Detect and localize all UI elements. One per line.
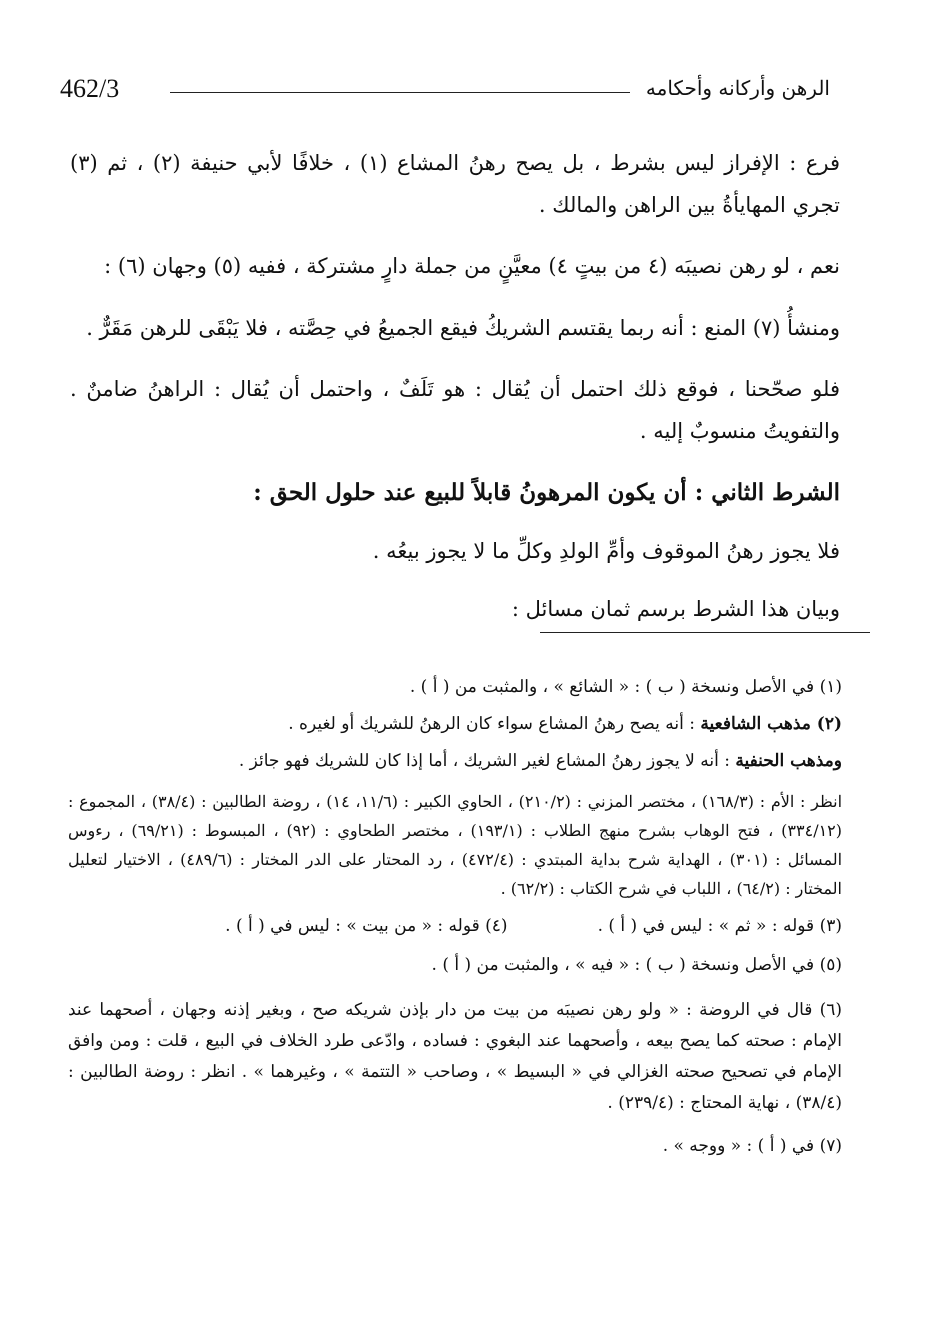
footnote-3: (٣) قوله : « ثم » : ليس في ( أ ) .: [597, 916, 842, 936]
footnote-6: (٦) قال في الروضة : « ولو رهن نصيبَه من بيت من دار بإذن شريكه صح ، وبغير إذنه وجهان ، أصحهما عند الإمام : صحته كما يصح بيعه ، وأصحهما عند البغوي : فساده ، وادّعى طرد الخلاف في البيع ، قلت : ومن وافق الإمام في تصحيح صحته الغزالي في « البسيط » ، وصاحب « التتمة » ، وغيرهما » . انظر : روضة الطالبين : (٣٨/٤) ، نهاية المحتاج : (٢٣٩/٤) .: [68, 1000, 842, 1113]
paragraph-4-text: فلو صحّحنا ، فوقع ذلك احتمل أن يُقال : هو تَلَفٌ ، واحتمل أن يُقال : الراهنُ ضامنٌ . والتفويتُ منسوبٌ إليه .: [70, 377, 840, 443]
paragraph-5: [70, 530, 840, 572]
section-heading: [70, 472, 840, 514]
footnote-2: [68, 709, 842, 740]
footnote-2-text: : أنه يصح رهنُ المشاع سواء كان الرهنُ للشريك أو لغيره .: [288, 714, 696, 734]
footnotes: [68, 672, 842, 1162]
footnote-2b-label: ومذهب الحنفية: [735, 751, 842, 771]
footnote-2b: [68, 746, 842, 777]
footnote-1: (١) في الأصل ونسخة ( ب ) : « الشائع » ، والمثبت من ( أ ) .: [409, 677, 842, 697]
paragraph-2: [70, 245, 840, 287]
paragraph-6: [70, 588, 840, 630]
page-number: 462/3: [60, 74, 120, 103]
footnote-2b-text: : أنه لا يجوز رهنُ المشاع لغير الشريك ، أما إذا كان للشريك فهو جائز .: [238, 751, 730, 771]
paragraph-3: [70, 307, 840, 349]
paragraph-6-text: وبيان هذا الشرط برسم ثمان مسائل :: [511, 597, 840, 621]
footnote-2-label: (٢) مذهب الشافعية: [700, 714, 842, 734]
section-heading-text: الشرط الثاني : أن يكون المرهونُ قابلاً للبيع عند حلول الحق :: [253, 479, 840, 506]
footnote-3-4-row: [68, 911, 842, 942]
footnote-4: (٤) قوله : « من بيت » : ليس في ( أ ) .: [225, 916, 508, 936]
footnote-rule: [540, 632, 870, 633]
paragraph-1-text: فرع : الإفراز ليس بشرط ، بل يصح رهنُ المشاع (١) ، خلافًا لأبي حنيفة (٢) ، ثم (٣) تجري المهايأةُ بين الراهن والمالك .: [70, 151, 841, 217]
paragraph-5-text: فلا يجوز رهنُ الموقوف وأمِّ الولدِ وكلِّ ما لا يجوز بيعُه .: [372, 539, 840, 563]
running-title: الرهن وأركانه وأحكامه: [645, 76, 830, 100]
footnote-5: (٥) في الأصل ونسخة ( ب ) : « فيه » ، والمثبت من ( أ ) .: [431, 955, 842, 975]
paragraph-1: [70, 142, 840, 226]
paragraph-4: [70, 368, 840, 452]
paragraph-2-text: نعم ، لو رهن نصيبَه (٤ من بيتٍ ٤) معيَّنٍ من جملة دارٍ مشتركة ، ففيه (٥) وجهان (٦) :: [104, 254, 840, 278]
paragraph-3-text: ومنشأُ (٧) المنع : أنه ربما يقتسم الشريكُ فيقع الجميعُ في حِصَّته ، فلا يَبْقَى للرهن مَقَرٌّ .: [86, 316, 840, 340]
footnote-2-references: انظر : الأم : (١٦٨/٣) ، مختصر المزني : (٢١٠/٢) ، الحاوي الكبير : (١١/٦، ١٤) ، روضة الطالبين : (٣٨/٤) ، المجموع : (٣٣٤/١٢) ، فتح الوهاب بشرح منهج الطلاب : (١٩٣/١) ، مختصر الطحاوي : (٩٢) ، المبسوط : (٦٩/٢١) ، رءوس المسائل : (٣٠١) ، الهداية شرح بداية المبتدي : (٤٧٢/٤) ، رد المحتار على الدر المختار : (٤٨٩/٦) ، الاختيار لتعليل المختار : (٦٤/٢) ، اللباب في شرح الكتاب : (٦٢/٢) .: [68, 792, 843, 898]
header-rule: [170, 92, 630, 93]
page-header: [60, 72, 830, 112]
footnote-7: (٧) في ( أ ) : « ووجه » .: [662, 1136, 842, 1156]
